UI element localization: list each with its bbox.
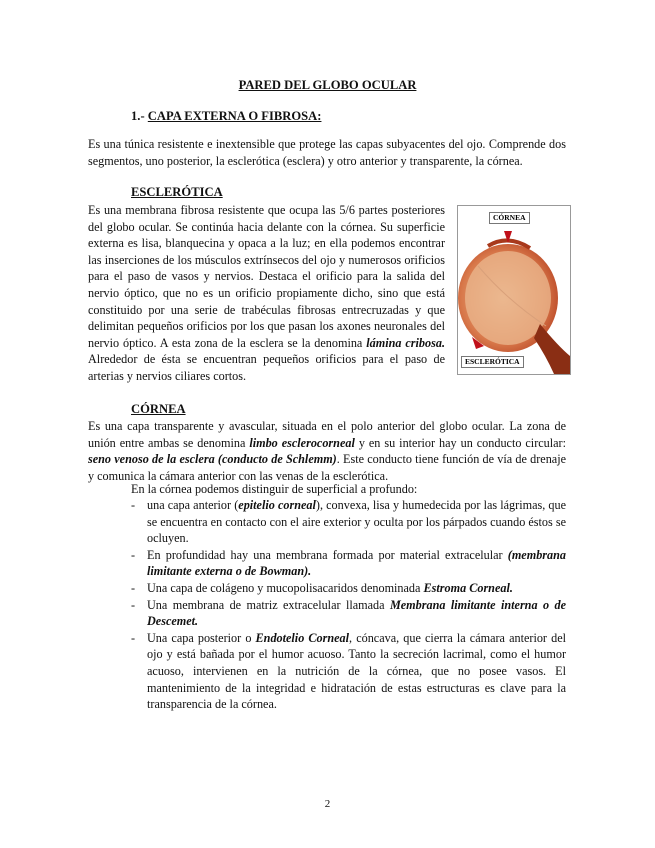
- term-estroma: Estroma Corneal.: [423, 580, 513, 595]
- term-lamina-cribosa: lámina cribosa.: [366, 335, 446, 350]
- section-intro-paragraph: Es una túnica resistente e inextensible que protege las capas subyacentes del ojo. Comprende dos segmentos, uno posterior, la esclerótica (esclera) y otro anterior y transparente, la córnea.: [88, 137, 566, 168]
- cornea-layers-list: [131, 497, 566, 713]
- optic-nerve-shape: [534, 324, 570, 374]
- list-item: - una capa anterior (epitelio corneal), convexa, lisa y humedecida por las lágrimas, que se encuentra en contacto con el aire exterior y oculta por los párpados cuando éstos se ocluyen.: [131, 498, 567, 546]
- section-number: 1.-: [131, 109, 145, 123]
- cornea-text-2: y en su interior hay un conducto circular:: [354, 435, 566, 450]
- eye-diagram-image: [458, 206, 570, 374]
- cornea-paragraph: [88, 418, 566, 484]
- figure-label-cornea: CÓRNEA: [489, 212, 530, 224]
- cornea-text-1: Es una capa transparente y avascular, situada en el polo anterior del globo ocular. La zona de unión entre ambas se denomina: [88, 419, 566, 450]
- esclerotica-paragraph: [88, 202, 445, 385]
- term-schlemm: seno venoso de la esclera (conducto de Schlemm): [88, 452, 337, 467]
- term-endotelio: Endotelio Corneal: [255, 630, 350, 645]
- cornea-text-3: . Este conducto tiene función de vía de drenaje y comunica la cámara anterior con las venas de la esclerótica.: [88, 452, 566, 483]
- page-title: PARED DEL GLOBO OCULAR: [238, 78, 417, 92]
- eye-cross-section-figure: [457, 205, 571, 375]
- term-limbo: limbo esclerocorneal: [249, 435, 355, 450]
- section-heading-capa-externa: [131, 108, 321, 125]
- section-heading-text: CAPA EXTERNA O FIBROSA:: [147, 109, 322, 123]
- page-number: 2: [324, 798, 331, 810]
- list-item: - Una capa posterior o Endotelio Corneal, cóncava, que cierra la cámara anterior del ojo y está bañada por el humor acuoso. Tanto la secreción lacrimal, como el humor acuoso, intervienen en la nutrición de la córnea, que no posee vasos. El mantenimiento de la integridad e hidratación de estas estructuras es clave para la transparencia de la córnea.: [131, 630, 566, 712]
- list-item: - Una membrana de matriz extracelular llamada Membrana limitante interna o de Descemet.: [131, 597, 566, 629]
- list-item: - Una capa de colágeno y mucopolisacaridos denominada Estroma Corneal.: [131, 580, 513, 595]
- heading-esclerotica: ESCLERÓTICA: [131, 185, 223, 199]
- cornea-layers-intro: En la córnea podemos distinguir de superficial a profundo:: [131, 482, 418, 496]
- term-descemet: Membrana limitante interna o de Descemet.: [147, 597, 566, 629]
- esclerotica-text-2: Alrededor de ésta se encuentran pequeños orificios para el paso de arterias y nervios ciliares cortos.: [88, 352, 445, 383]
- term-epitelio: epitelio corneal: [238, 498, 316, 512]
- term-bowman: (membrana limitante externa o de Bowman).: [147, 547, 566, 579]
- list-item: - En profundidad hay una membrana formada por material extracelular (membrana limitante externa o de Bowman).: [131, 547, 566, 579]
- heading-cornea: CÓRNEA: [131, 402, 186, 416]
- figure-label-esclerotica: ESCLERÓTICA: [461, 356, 524, 368]
- esclerotica-text-1: Es una membrana fibrosa resistente que ocupa las 5/6 partes posteriores del globo ocular. Se continúa hacia delante con la córnea. Su superficie externa es lisa, blanquecina y opaca a la luz; en ella podemos encontrar las inserciones de los músculos extrínsecos del ojo y numerosos orificios para el paso de vasos y nervios. Destaca el orificio para la salida del nervio óptico, que no es un orificio propiamente dicho, sino que está constituido por una serie de trabéculas fibrosas entrecruzadas y que delimitan pequeños orificios por los que pasan los axones neuronales del nervio óptico. A esta zona de la esclera se la denomina: [88, 203, 445, 350]
